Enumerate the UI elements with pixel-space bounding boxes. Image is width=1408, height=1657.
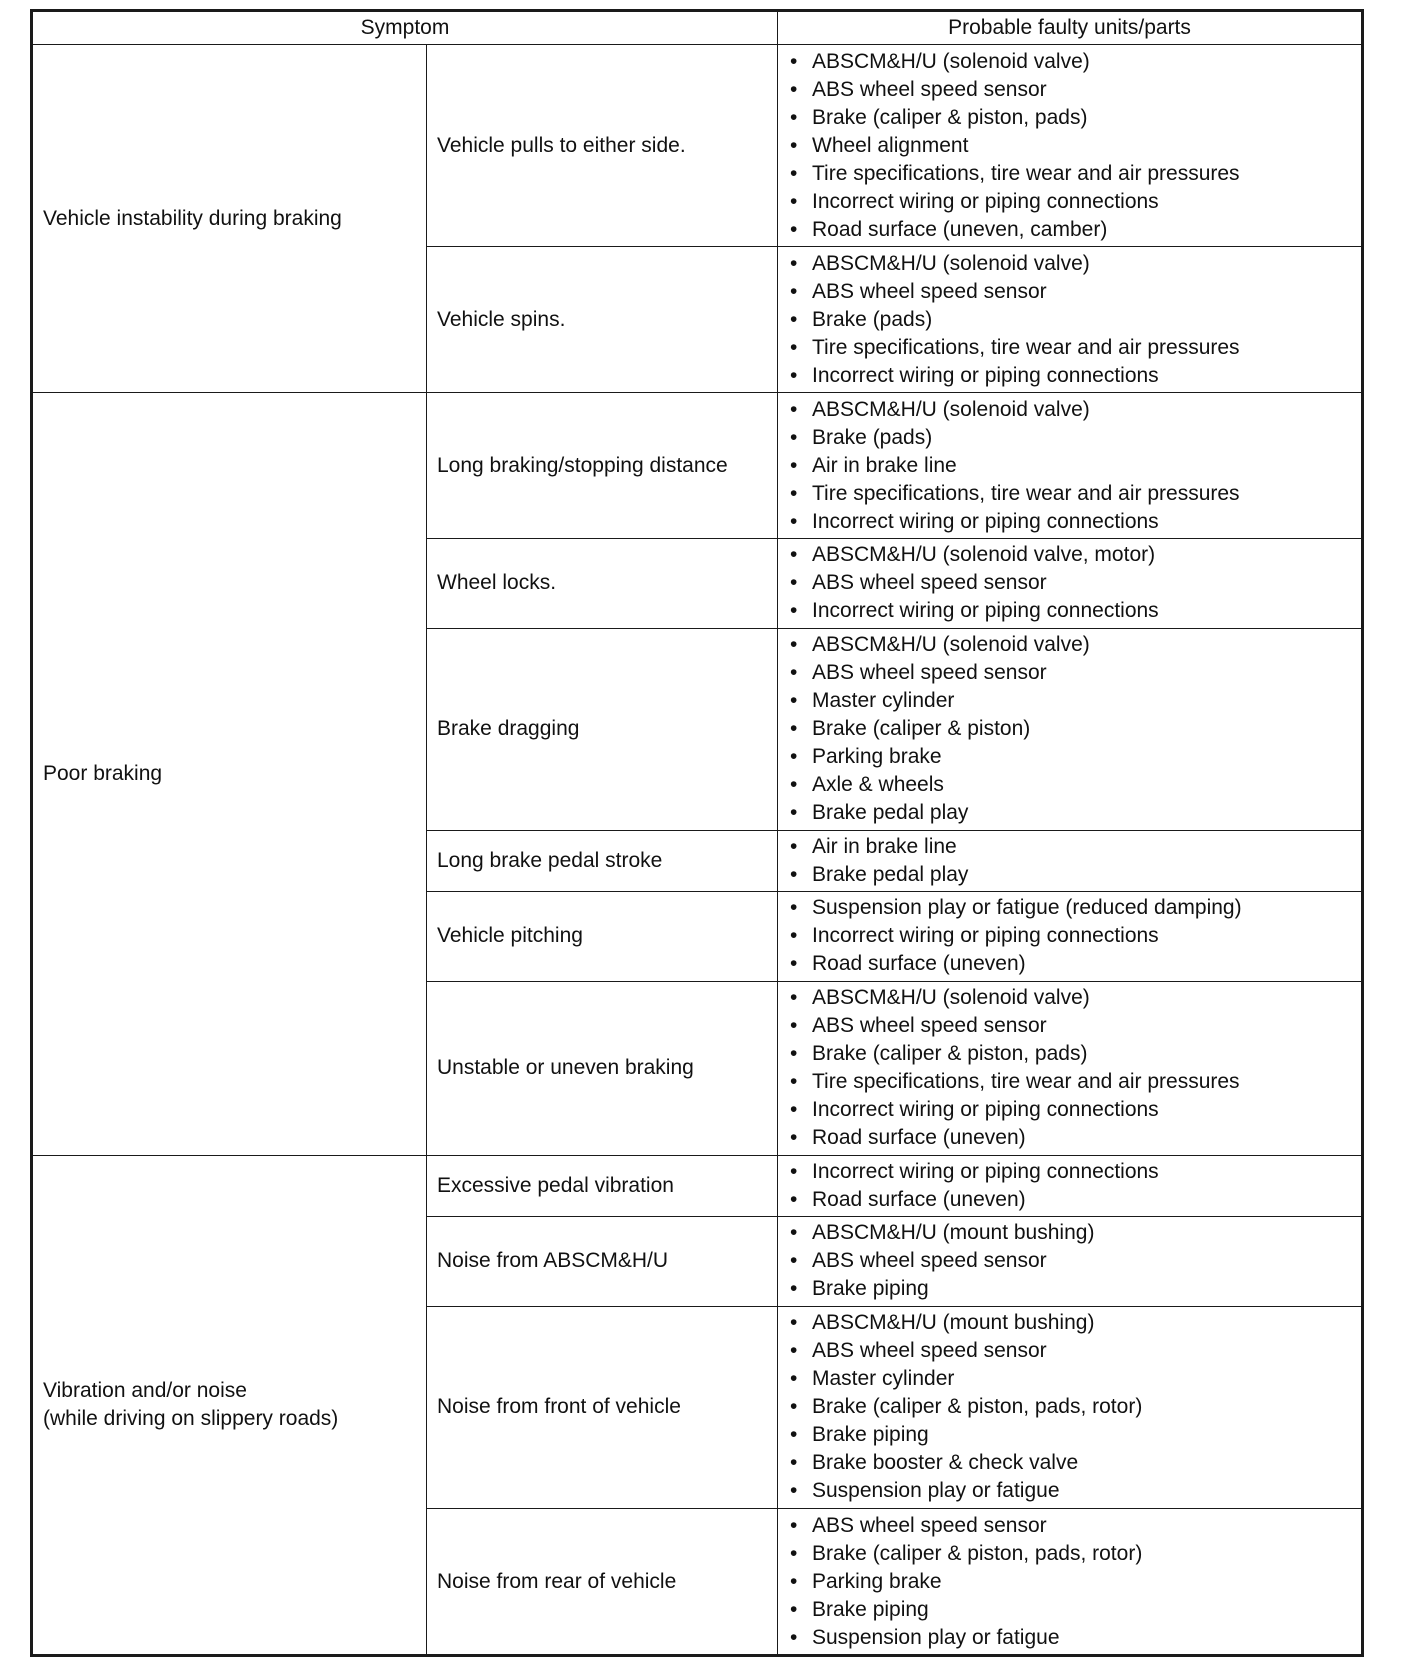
list-item: • ABSCM&H/U (solenoid valve) bbox=[790, 396, 1361, 424]
list-item: • Parking brake bbox=[790, 1568, 1361, 1596]
sub-symptom-cell: Wheel locks. bbox=[427, 539, 778, 629]
list-item: • Brake piping bbox=[790, 1596, 1361, 1624]
symptom-group-label-secondary: (while driving on slippery roads) bbox=[43, 1406, 339, 1430]
sub-symptom-cell: Noise from rear of vehicle bbox=[427, 1509, 778, 1656]
list-item: • Brake (caliper & piston, pads) bbox=[790, 104, 1361, 132]
list-item: • Air in brake line bbox=[790, 833, 1361, 861]
list-item: • Brake pedal play bbox=[790, 861, 1361, 889]
list-item: • ABS wheel speed sensor bbox=[790, 569, 1361, 597]
sub-symptom-cell: Noise from ABSCM&H/U bbox=[427, 1217, 778, 1307]
list-item: • ABSCM&H/U (solenoid valve, motor) bbox=[790, 541, 1361, 569]
list-item: • Incorrect wiring or piping connections bbox=[790, 188, 1361, 216]
table-row bbox=[32, 45, 1363, 247]
symptom-group-cell bbox=[32, 393, 427, 1156]
parts-list bbox=[790, 1512, 1361, 1652]
list-item: • Incorrect wiring or piping connections bbox=[790, 597, 1361, 625]
troubleshooting-table-container bbox=[30, 9, 1361, 1657]
list-item: • ABSCM&H/U (solenoid valve) bbox=[790, 48, 1361, 76]
list-item: • Road surface (uneven, camber) bbox=[790, 216, 1361, 244]
list-item: • Brake (caliper & piston, pads, rotor) bbox=[790, 1540, 1361, 1568]
symptom-group-label: Vibration and/or noise bbox=[43, 1378, 247, 1402]
probable-parts-cell bbox=[778, 539, 1363, 629]
parts-list bbox=[790, 1219, 1361, 1303]
list-item: • Master cylinder bbox=[790, 1365, 1361, 1393]
list-item: • Brake (pads) bbox=[790, 306, 1361, 334]
symptom-group-label: Vehicle instability during braking bbox=[43, 206, 342, 230]
parts-list bbox=[790, 1309, 1361, 1505]
probable-parts-cell bbox=[778, 45, 1363, 247]
list-item: • Brake (caliper & piston) bbox=[790, 715, 1361, 743]
header-row bbox=[32, 11, 1363, 45]
list-item: • Brake booster & check valve bbox=[790, 1449, 1361, 1477]
list-item: • Tire specifications, tire wear and air pressures bbox=[790, 1068, 1361, 1096]
sub-symptom-cell: Vehicle pitching bbox=[427, 892, 778, 982]
list-item: • ABS wheel speed sensor bbox=[790, 76, 1361, 104]
probable-parts-cell bbox=[778, 1155, 1363, 1216]
list-item: • ABS wheel speed sensor bbox=[790, 1247, 1361, 1275]
list-item: • Brake piping bbox=[790, 1421, 1361, 1449]
sub-symptom-cell: Long braking/stopping distance bbox=[427, 393, 778, 539]
symptom-group-cell bbox=[32, 1155, 427, 1655]
list-item: • ABSCM&H/U (mount bushing) bbox=[790, 1219, 1361, 1247]
probable-parts-cell bbox=[778, 830, 1363, 891]
probable-parts-cell bbox=[778, 393, 1363, 539]
list-item: • Air in brake line bbox=[790, 452, 1361, 480]
parts-list bbox=[790, 396, 1361, 536]
parts-list bbox=[790, 48, 1361, 244]
list-item: • Incorrect wiring or piping connections bbox=[790, 1158, 1361, 1186]
sub-symptom-cell: Vehicle pulls to either side. bbox=[427, 45, 778, 247]
list-item: • Wheel alignment bbox=[790, 132, 1361, 160]
list-item: • Tire specifications, tire wear and air pressures bbox=[790, 480, 1361, 508]
parts-list bbox=[790, 984, 1361, 1152]
probable-parts-cell bbox=[778, 1509, 1363, 1656]
list-item: • Axle & wheels bbox=[790, 771, 1361, 799]
table-body bbox=[32, 45, 1363, 1656]
probable-parts-cell bbox=[778, 981, 1363, 1155]
list-item: • ABSCM&H/U (solenoid valve) bbox=[790, 984, 1361, 1012]
symptom-group-label: Poor braking bbox=[43, 761, 163, 785]
list-item: • Road surface (uneven) bbox=[790, 1124, 1361, 1152]
list-item: • ABSCM&H/U (solenoid valve) bbox=[790, 631, 1361, 659]
list-item: • Incorrect wiring or piping connections bbox=[790, 922, 1361, 950]
header-symptom: Symptom bbox=[32, 11, 778, 45]
list-item: • Brake piping bbox=[790, 1275, 1361, 1303]
parts-list bbox=[790, 1158, 1361, 1214]
list-item: • ABS wheel speed sensor bbox=[790, 659, 1361, 687]
list-item: • Suspension play or fatigue bbox=[790, 1477, 1361, 1505]
probable-parts-cell bbox=[778, 247, 1363, 393]
list-item: • ABS wheel speed sensor bbox=[790, 1512, 1361, 1540]
sub-symptom-cell: Unstable or uneven braking bbox=[427, 981, 778, 1155]
list-item: • ABS wheel speed sensor bbox=[790, 278, 1361, 306]
list-item: • ABS wheel speed sensor bbox=[790, 1012, 1361, 1040]
symptom-group-cell bbox=[32, 45, 427, 393]
sub-symptom-cell: Excessive pedal vibration bbox=[427, 1155, 778, 1216]
list-item: • Suspension play or fatigue bbox=[790, 1624, 1361, 1652]
symptom-parts-table bbox=[30, 9, 1364, 1657]
table-row bbox=[32, 1155, 1363, 1216]
list-item: • Suspension play or fatigue (reduced damping) bbox=[790, 894, 1361, 922]
list-item: • Incorrect wiring or piping connections bbox=[790, 508, 1361, 536]
list-item: • Road surface (uneven) bbox=[790, 950, 1361, 978]
sub-symptom-cell: Vehicle spins. bbox=[427, 247, 778, 393]
probable-parts-cell bbox=[778, 1306, 1363, 1508]
parts-list bbox=[790, 631, 1361, 827]
table-row bbox=[32, 393, 1363, 539]
sub-symptom-cell: Long brake pedal stroke bbox=[427, 830, 778, 891]
list-item: • ABSCM&H/U (mount bushing) bbox=[790, 1309, 1361, 1337]
list-item: • ABS wheel speed sensor bbox=[790, 1337, 1361, 1365]
list-item: • Master cylinder bbox=[790, 687, 1361, 715]
list-item: • Brake (pads) bbox=[790, 424, 1361, 452]
list-item: • Incorrect wiring or piping connections bbox=[790, 362, 1361, 390]
list-item: • Incorrect wiring or piping connections bbox=[790, 1096, 1361, 1124]
parts-list bbox=[790, 894, 1361, 978]
list-item: • Parking brake bbox=[790, 743, 1361, 771]
parts-list bbox=[790, 541, 1361, 625]
probable-parts-cell bbox=[778, 628, 1363, 830]
sub-symptom-cell: Noise from front of vehicle bbox=[427, 1306, 778, 1508]
list-item: • Brake pedal play bbox=[790, 799, 1361, 827]
probable-parts-cell bbox=[778, 892, 1363, 982]
list-item: • ABSCM&H/U (solenoid valve) bbox=[790, 250, 1361, 278]
parts-list bbox=[790, 250, 1361, 390]
sub-symptom-cell: Brake dragging bbox=[427, 628, 778, 830]
list-item: • Brake (caliper & piston, pads, rotor) bbox=[790, 1393, 1361, 1421]
list-item: • Tire specifications, tire wear and air pressures bbox=[790, 334, 1361, 362]
list-item: • Brake (caliper & piston, pads) bbox=[790, 1040, 1361, 1068]
list-item: • Tire specifications, tire wear and air pressures bbox=[790, 160, 1361, 188]
parts-list bbox=[790, 833, 1361, 889]
probable-parts-cell bbox=[778, 1217, 1363, 1307]
header-probable-parts: Probable faulty units/parts bbox=[778, 11, 1363, 45]
list-item: • Road surface (uneven) bbox=[790, 1186, 1361, 1214]
